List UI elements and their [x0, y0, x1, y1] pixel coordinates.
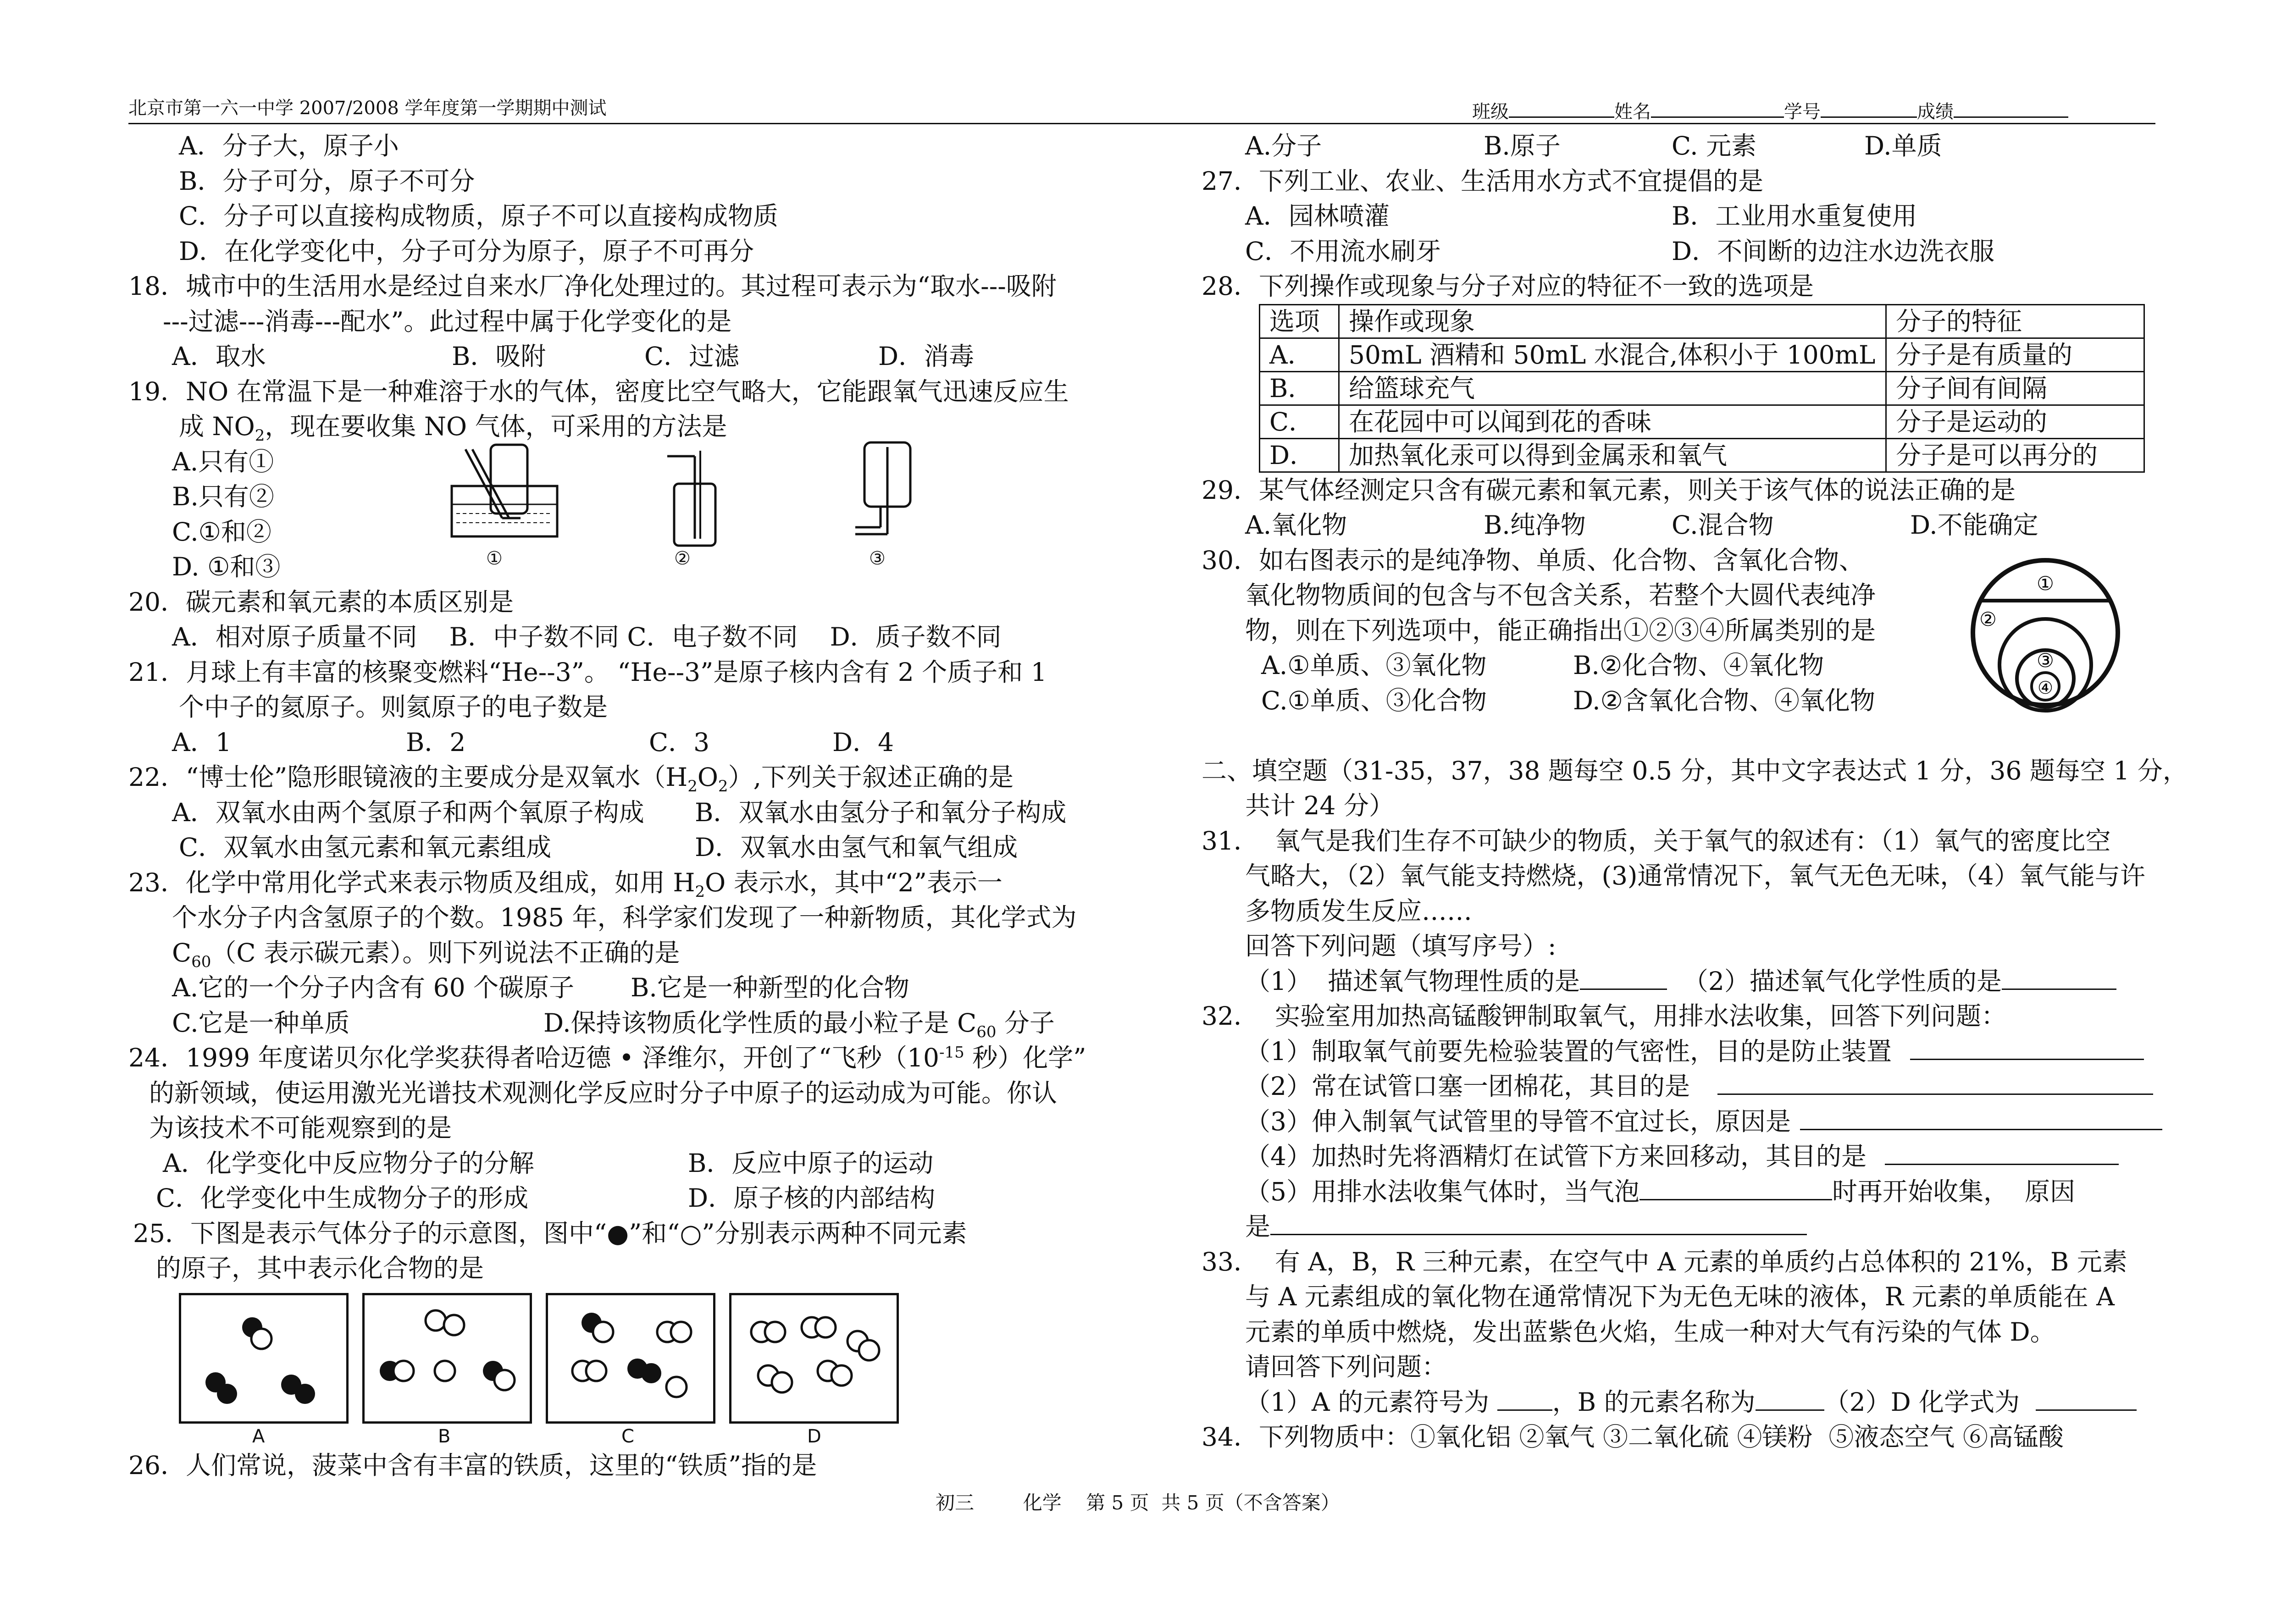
q19-option-c: C.①和② — [172, 517, 271, 547]
q22-options-row1 — [128, 795, 1128, 830]
name-blank — [1651, 94, 1784, 118]
q23-stem-line1: 23．化学中常用化学式来表示物质及组成，如用 $H_2O$ 表示水，其中“2”表示一 — [128, 867, 1002, 901]
q24-option-d: D．原子核的内部结构 — [688, 1183, 936, 1213]
q30-option-b: B.②化合物、④氧化物 — [1573, 651, 1824, 680]
q33-stem-line3: 元素的单质中燃烧，发出蓝紫色火焰，生成一种对大气有污染的气体 D。 — [1245, 1317, 2055, 1347]
q31-stem-line1: 31． 氧气是我们生存不可缺少的物质，关于氧气的叙述有：（1）氧气的密度比空 — [1202, 826, 2111, 856]
table-cell: 50mL 酒精和 50mL 水混合,体积小于 100mL — [1339, 338, 1886, 371]
q32-part6-blank[interactable] — [1270, 1211, 1807, 1235]
table-row — [1260, 438, 2144, 472]
q18-option-b: B．吸附 — [452, 342, 546, 371]
q33-formula-blank[interactable] — [2036, 1386, 2137, 1411]
table-cell: C． — [1260, 405, 1339, 438]
circle-label-2: ② — [1979, 608, 1997, 630]
q26-option-a: A.分子 — [1245, 131, 1322, 160]
q30-option-c: C.①单质、③化合物 — [1261, 685, 1487, 715]
q32-part1-blank[interactable] — [1910, 1036, 2144, 1060]
q32-part5: （5）用排水法收集气体时，当气泡 时再开始收集， 原因 — [1245, 1177, 2075, 1206]
q23-option-a: A.它的一个分子内含有 60 个碳原子 — [172, 973, 575, 1002]
q27-option-a: A．园林喷灌 — [1245, 201, 1390, 231]
q30-stem-line3: 物，则在下列选项中，能正确指出①②③④所属类别的是 — [1245, 615, 1876, 645]
q31-answer-line: （1） 描述氧气物理性质的是 （2）描述氧气化学性质的是 — [1202, 964, 2188, 999]
molecule-box-b — [362, 1293, 532, 1424]
q21-stem-line2: 个中子的氦原子。则氦原子的电子数是 — [179, 692, 608, 722]
q32-part2-blank[interactable] — [1717, 1071, 2153, 1095]
q23-options-row1 — [128, 970, 1128, 1005]
circle-label-1: ① — [2037, 572, 2054, 595]
q29-option-d: D.不能确定 — [1910, 510, 2038, 540]
q23-option-c: C.它是一种单质 — [172, 1008, 350, 1038]
q32-part4-blank[interactable] — [1885, 1141, 2119, 1165]
q21-options — [128, 725, 1128, 760]
molecule-box-d — [729, 1293, 899, 1424]
q21-stem-line1: 21．月球上有丰富的核聚变燃料“He--3”。 “He--3”是原子核内含有 2 个质子和 1 — [128, 657, 1047, 687]
left-column — [128, 128, 1128, 1286]
downward-air-displacement-figure — [846, 438, 938, 543]
q29-options — [1202, 508, 2188, 543]
q30-stem-line1: 30．如右图表示的是纯净物、单质、化合物、含氧化合物、 — [1202, 545, 1864, 575]
classification-circle-diagram — [1967, 557, 2123, 708]
q26-stem: 26．人们常说，菠菜中含有丰富的铁质，这里的“铁质”指的是 — [128, 1451, 817, 1480]
q24-stem-line2: 的新领域，使运用激光光谱技术观测化学反应时分子中原子的运动成为可能。你认 — [149, 1078, 1058, 1108]
molecule-box-a — [179, 1293, 349, 1424]
table-header-cell: 选项 — [1260, 304, 1339, 338]
student-info-header — [1472, 94, 2068, 123]
q19-option-b: B.只有② — [172, 482, 274, 511]
q24-options-row2 — [128, 1181, 1128, 1216]
table-cell: 分子间有间隔 — [1886, 371, 2144, 405]
q29-option-a: A.氧化物 — [1245, 510, 1347, 540]
q32-part5-blank[interactable] — [1639, 1176, 1832, 1200]
left-column-bottom — [128, 1448, 1128, 1483]
q31-chemical-blank[interactable] — [2002, 966, 2116, 990]
q19-stem-line2: 成 $NO_2$，现在要收集 NO 气体，可采用的方法是 — [179, 412, 727, 445]
q22-options-row2 — [128, 830, 1128, 865]
q18-stem-line2: ---过滤---消毒---配水”。此过程中属于化学变化的是 — [163, 306, 732, 336]
molecule-caption-c: C — [621, 1426, 634, 1447]
apparatus-caption-1: ① — [486, 548, 503, 569]
q31-stem-line3: 多物质发生反应…… — [1245, 896, 1473, 926]
table-row — [1260, 371, 2144, 405]
blank-line — [1202, 718, 2188, 753]
q18-option-a: A．取水 — [172, 342, 266, 371]
q33-stem-line2: 与 A 元素组成的氧化物在通常情况下为无色无味的液体，R 元素的单质能在 A — [1245, 1282, 2115, 1311]
score-label: 成绩 — [1917, 101, 1954, 122]
q25-stem-line1: 25．下图是表示气体分子的示意图，图中“●”和“○”分别表示两种不同元素 — [133, 1218, 967, 1248]
q24-option-c: C．化学变化中生成物分子的形成 — [156, 1183, 529, 1213]
q23-stem-line3: $C_{60}(C$ 表示碳元素）。则下列说法不正确的是 — [172, 938, 680, 971]
q19-option-a: A.只有① — [172, 447, 274, 476]
q33-stem-line4: 请回答下列问题： — [1245, 1352, 1447, 1381]
q32-part4: （4）加热时先将酒精灯在试管下方来回移动，其目的是 — [1202, 1139, 2188, 1174]
id-blank — [1821, 94, 1917, 118]
q19-option-d: D. ①和③ — [172, 552, 281, 581]
q34-stem: 34．下列物质中：①氧化铝 ②氧气 ③二氧化硫 ④镁粉 ⑤液态空气 ⑥高锰酸 — [1202, 1422, 2064, 1452]
q19-stem-line1: 19．NO 在常温下是一种难溶于水的气体，密度比空气略大，它能跟氧气迅速反应生 — [128, 376, 1069, 406]
table-cell: D． — [1260, 438, 1339, 472]
q23-options-row2 — [128, 1005, 1128, 1041]
q17-option-c: C．分子可以直接构成物质，原子不可以直接构成物质 — [179, 201, 779, 231]
table-cell: A． — [1260, 338, 1339, 371]
q18-option-c: C．过滤 — [644, 342, 740, 371]
q32-stem: 32． 实验室用加热高锰酸钾制取氧气，用排水法收集，回答下列问题： — [1202, 1001, 2006, 1031]
q31-physical-blank[interactable] — [1580, 966, 1667, 990]
q29-stem: 29．某气体经测定只含有碳元素和氧元素，则关于该气体的说法正确的是 — [1202, 475, 2016, 505]
class-blank — [1509, 94, 1614, 118]
school-header: 北京市第一六一中学 2007/2008 学年度第一学期期中测试 — [128, 98, 607, 119]
q21-option-a: A．1 — [172, 727, 232, 757]
q32-part6: 是 — [1202, 1209, 2188, 1244]
q23-stem-line2: 个水分子内含氢原子的个数。1985 年，科学家们发现了一种新物质，其化学式为 — [172, 903, 1077, 932]
q31-stem-line4: 回答下列问题（填写序号）: — [1245, 931, 1556, 961]
name-label: 姓名 — [1614, 101, 1651, 122]
apparatus-caption-2: ② — [674, 548, 691, 569]
q28-stem: 28．下列操作或现象与分子对应的特征不一致的选项是 — [1202, 271, 1814, 301]
q24-stem-line3: 为该技术不可能观察到的是 — [149, 1113, 452, 1143]
q26-option-b: B.原子 — [1484, 131, 1561, 160]
apparatus-caption-3: ③ — [869, 548, 886, 569]
molecule-box-c — [546, 1293, 715, 1424]
q33-symbol-blank[interactable] — [1497, 1386, 1552, 1411]
header-rule — [128, 123, 2155, 124]
circle-label-3: ③ — [2037, 649, 2054, 672]
table-cell: B． — [1260, 371, 1339, 405]
q22-option-d: D．双氧水由氢气和氧气组成 — [695, 833, 1018, 862]
q27-option-c: C．不用流水刷牙 — [1245, 236, 1441, 266]
table-header-row — [1260, 304, 2144, 338]
table-cell: 分子是运动的 — [1886, 405, 2144, 438]
molecule-caption-a: A — [252, 1426, 265, 1447]
q22-option-a: A．双氧水由两个氢原子和两个氧原子构成 — [172, 797, 644, 827]
q22-stem: 22．“博士伦”隐形眼镜液的主要成分是双氧水$(H_2O_2)$,下列关于叙述正确的是 — [128, 762, 1014, 795]
q17-option-d: D．在化学变化中，分子可分为原子，原子不可再分 — [179, 236, 754, 266]
table-cell: 分子是有质量的 — [1886, 338, 2144, 371]
q21-option-c: C．3 — [649, 727, 710, 757]
q32-part3-blank[interactable] — [1800, 1106, 2162, 1130]
q29-option-b: B.纯净物 — [1484, 510, 1586, 540]
table-header-cell: 操作或现象 — [1339, 304, 1886, 338]
table-cell: 加热氧化汞可以得到金属汞和氧气 — [1339, 438, 1886, 472]
q30-stem-line2: 氧化物物质间的包含与不包含关系，若整个大圆代表纯净 — [1245, 580, 1876, 610]
q32-part3: （3）伸入制氧气试管里的导管不宜过长，原因是 — [1202, 1104, 2188, 1139]
q17-option-b: B．分子可分，原子不可分 — [179, 166, 475, 196]
upward-air-displacement-figure — [658, 447, 750, 552]
q26-options — [1202, 128, 2188, 164]
table-header-cell: 分子的特征 — [1886, 304, 2144, 338]
molecule-caption-b: B — [438, 1426, 451, 1447]
q32-part2: （2）常在试管口塞一团棉花，其目的是 — [1202, 1069, 2188, 1104]
q26-option-c: C. 元素 — [1672, 131, 1757, 160]
q33-stem-line1: 33． 有 A，B，R 三种元素，在空气中 A 元素的单质约占总体积的 21%，B 元素 — [1202, 1247, 2127, 1276]
q19-option-block — [128, 444, 1128, 585]
q25-stem-line2: 的原子，其中表示化合物的是 — [156, 1254, 484, 1283]
q33-name-blank[interactable] — [1756, 1386, 1824, 1411]
q24-options-row1 — [128, 1146, 1128, 1181]
q27-option-b: B．工业用水重复使用 — [1672, 201, 1917, 231]
table-cell: 分子是可以再分的 — [1886, 438, 2144, 472]
class-label: 班级 — [1472, 101, 1509, 122]
section2-heading-line1: 二、填空题（31-35，37，38 题每空 0.5 分，其中文字表达式 1 分，36 题每空 1 分， — [1202, 756, 2188, 785]
q18-stem-line1: 18．城市中的生活用水是经过自来水厂净化处理过的。其过程可表示为“取水---吸附 — [128, 271, 1057, 301]
molecule-caption-d: D — [807, 1426, 821, 1447]
q27-options-row2 — [1202, 234, 2188, 269]
q32-part1: （1）制取氧气前要先检验装置的气密性，目的是防止装置 — [1202, 1034, 2188, 1069]
q27-options-row1 — [1202, 199, 2188, 234]
table-cell: 在花园中可以闻到花的香味 — [1339, 405, 1886, 438]
q24-stem-line1: 24．1999 年度诺贝尔化学奖获得者哈迈德 • 泽维尔，开创了“飞秒（$10^{-15}$ 秒）化学” — [128, 1043, 1086, 1072]
page-footer: 初三 化学 第 5 页 共 5 页（不含答案） — [936, 1491, 1340, 1514]
q27-stem: 27．下列工业、农业、生活用水方式不宜提倡的是 — [1202, 166, 1763, 196]
section2-heading-line2: 共计 24 分） — [1245, 791, 1394, 820]
q20-options: A．相对原子质量不同 B．中子数不同 C．电子数不同 D．质子数不同 — [172, 622, 1002, 652]
q33-answer-line: （1）A 的元素符号为 ，B 的元素名称为 （2）D 化学式为 — [1202, 1385, 2188, 1420]
q22-option-c: C．双氧水由氢元素和氧元素组成 — [179, 833, 552, 862]
q28-table — [1259, 304, 2145, 473]
table-row — [1260, 405, 2144, 438]
table-cell: 给篮球充气 — [1339, 371, 1886, 405]
q23-option-b: B.它是一种新型的化合物 — [631, 973, 909, 1002]
q22-option-b: B．双氧水由氢分子和氧分子构成 — [695, 797, 1067, 827]
right-column — [1202, 128, 2188, 1455]
q24-option-a: A．化学变化中反应物分子的分解 — [163, 1148, 534, 1178]
q23-option-d: D.保持该物质化学性质的最小粒子是 $C_{60}$ 分子 — [543, 1008, 1055, 1041]
q21-option-b: B．2 — [406, 727, 466, 757]
q30-option-d: D.②含氧化合物、④氧化物 — [1573, 685, 1875, 715]
score-blank — [1954, 94, 2068, 118]
q30-option-a: A.①单质、③氧化物 — [1261, 651, 1487, 680]
q31-stem-line2: 气略大，（2）氧气能支持燃烧，(3)通常情况下，氧气无色无味，（4）氧气能与许 — [1245, 861, 2145, 890]
q26-option-d: D.单质 — [1864, 131, 1942, 160]
q18-options — [128, 339, 1128, 374]
id-label: 学号 — [1784, 101, 1821, 122]
table-row — [1260, 338, 2144, 371]
q27-option-d: D．不间断的边注水边洗衣服 — [1672, 236, 1995, 266]
q17-option-a: A．分子大，原子小 — [179, 131, 399, 160]
circle-label-4: ④ — [2037, 678, 2054, 698]
q21-option-d: D．4 — [832, 727, 894, 757]
q29-option-c: C.混合物 — [1672, 510, 1774, 540]
q24-option-b: B．反应中原子的运动 — [688, 1148, 934, 1178]
water-displacement-apparatus-figure — [447, 440, 585, 546]
q20-stem: 20．碳元素和氧元素的本质区别是 — [128, 587, 514, 617]
q18-option-d: D．消毒 — [878, 342, 975, 371]
